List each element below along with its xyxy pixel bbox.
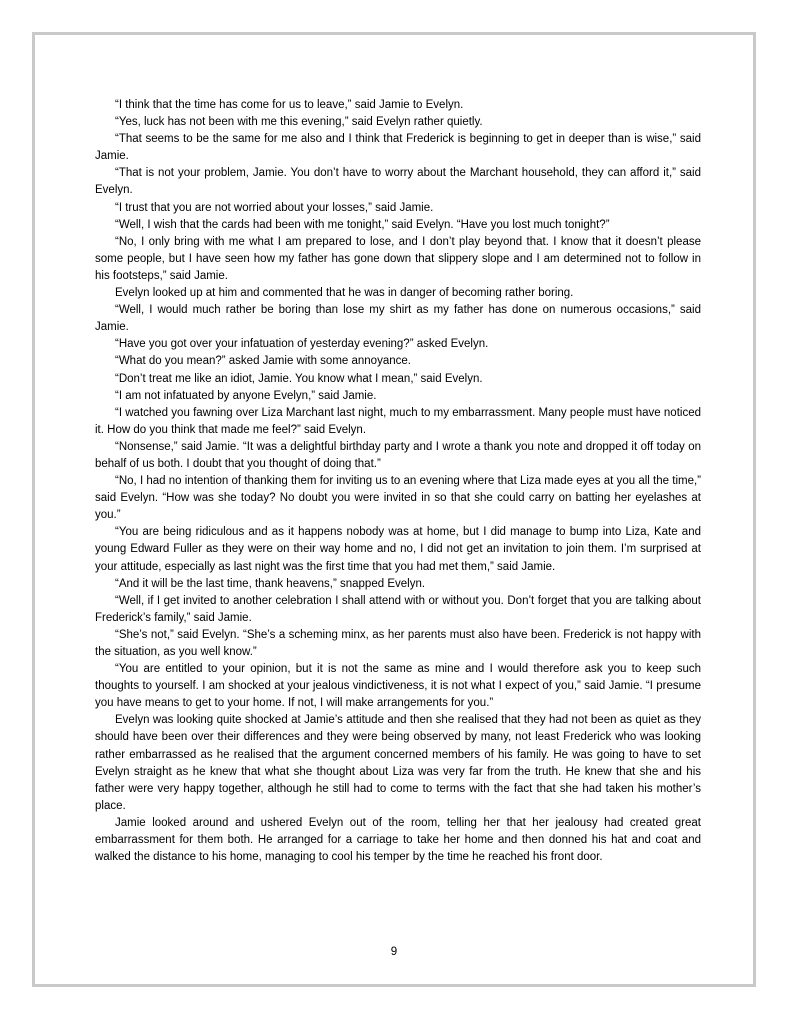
paragraph: Evelyn looked up at him and commented that he was in danger of becoming rather boring. <box>115 287 574 300</box>
paragraph: “Yes, luck has not been with me this evening,” said Evelyn rather quietly. <box>115 116 483 129</box>
paragraph: “Well, I wish that the cards had been with me tonight,” said Evelyn. “Have you lost much tonight?” <box>115 218 610 231</box>
paragraph: “I think that the time has come for us to leave,” said Jamie to Evelyn. <box>115 99 464 111</box>
page-number: 9 <box>390 946 398 958</box>
paragraph: Evelyn was looking quite shocked at Jamie’s attitude and then she realised that they had not been as quiet as they should have been over their differences and they were being observed by many, not least Frederick who was looking rather embarrassed as he realised that the argument concerned members of his family. He was going to have to set Evelyn straight as he knew that what she thought about Liza was very far from the truth. He knew that she and his father were very happy together, although he still had to come to terms with the fact that she had taken his mother’s place. <box>95 714 701 812</box>
paragraph: “No, I only bring with me what I am prepared to lose, and I don’t play beyond that. I know that it doesn’t please some people, but I have seen how my father has gone down that slippery slope and I am determined not to follow in his footsteps,” said Jamie. <box>95 235 701 282</box>
paragraph: “That seems to be the same for me also and I think that Frederick is beginning to get in deeper than is wise,” said Jamie. <box>95 133 701 163</box>
paragraph: Jamie looked around and ushered Evelyn out of the room, telling her that her jealousy had created great embarrassment for them both. He arranged for a carriage to take her home and then donned his hat and coat and walked the distance to his home, managing to cool his temper by the time he reached his front door. <box>95 816 701 864</box>
body-text <box>95 97 701 866</box>
paragraph: “Well, I would much rather be boring than lose my shirt as my father has done on numerous occasions,” said Jamie. <box>95 304 701 334</box>
paragraph: “I am not infatuated by anyone Evelyn,” said Jamie. <box>115 389 377 402</box>
paragraph: “Nonsense,” said Jamie. “It was a delightful birthday party and I wrote a thank you note and dropped it off today on behalf of us both. I doubt that you thought of doing that.” <box>95 440 701 470</box>
paragraph: “And it will be the last time, thank heavens,” snapped Evelyn. <box>115 577 426 590</box>
paragraph: “What do you mean?” asked Jamie with some annoyance. <box>115 355 411 368</box>
paragraph: “I watched you fawning over Liza Marchant last night, much to my embarrassment. Many people must have noticed it. How do you think that made me feel?” said Evelyn. <box>95 406 701 436</box>
paragraph: “I trust that you are not worried about your losses,” said Jamie. <box>115 201 434 214</box>
paragraph: “She’s not,” said Evelyn. “She’s a scheming minx, as her parents must also have been. Frederick is not happy with the situation, as you well know.” <box>95 628 701 658</box>
paragraph: “Have you got over your infatuation of yesterday evening?” asked Evelyn. <box>115 338 489 351</box>
paragraph: “No, I had no intention of thanking them for inviting us to an evening where that Liza made eyes at you all the time,” said Evelyn. “How was she today? No doubt you were invited in so that she could carry on batting her eyelashes at you.” <box>95 475 701 522</box>
paragraph: “Well, if I get invited to another celebration I shall attend with or without you. Don’t forget that you are talking about Frederick’s family,” said Jamie. <box>95 594 701 624</box>
paragraph: “You are being ridiculous and as it happens nobody was at home, but I did manage to bump into Liza, Kate and young Edward Fuller as they were on their way home and no, I did not get an invitation to join them. I’m surprised at your attitude, especially as last night was the first time that you had met them,” said Jamie. <box>95 526 701 573</box>
paragraph: “That is not your problem, Jamie. You don’t have to worry about the Marchant household, they can afford it,” said Evelyn. <box>95 167 701 197</box>
paragraph: “Don’t treat me like an idiot, Jamie. You know what I mean,” said Evelyn. <box>115 372 483 385</box>
document-page <box>32 32 756 987</box>
paragraph: “You are entitled to your opinion, but it is not the same as mine and I would therefore ask you to keep such thoughts to yourself. I am shocked at your jealous vindictiveness, it is not what I expect of you,” said Jamie. “I presume you have means to get to your home. If not, I will make arrangements for you.” <box>95 663 701 710</box>
